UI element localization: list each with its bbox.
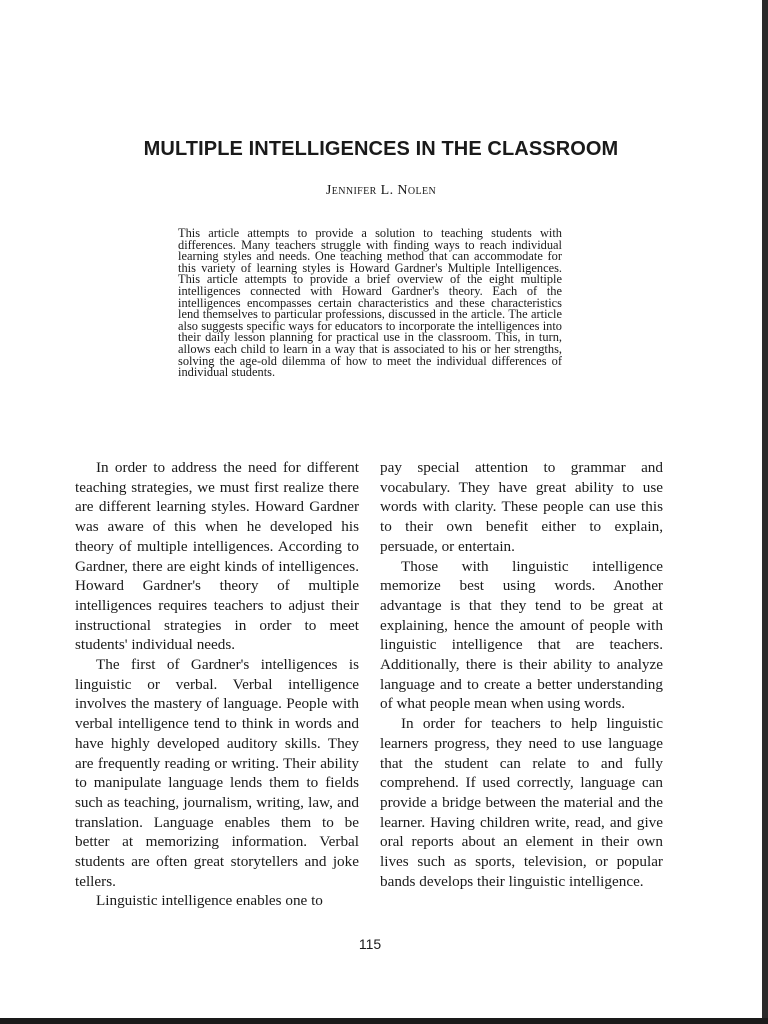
- article-title: MULTIPLE INTELLIGENCES IN THE CLASSROOM: [143, 138, 619, 160]
- body-paragraph: Linguistic intelligence enables one to: [96, 892, 323, 910]
- body-column-right: [380, 458, 663, 891]
- body-paragraph: The first of Gardner's intelligences is linguistic or verbal. Verbal intelligence involves the mastery of language. People with verbal intelligence tend to think in words and have highly developed auditory skills. They are frequently reading or writing. Their ability to manipulate language lends them to fields such as teaching, journalism, writing, law, and translation. Language enables them to be better at memorizing information. Verbal students are often great storytellers and joke tellers.: [75, 656, 359, 890]
- scan-border-right: [762, 0, 768, 1024]
- body-paragraph: In order to address the need for different teaching strategies, we must first realize there are different learning styles. Howard Gardner was aware of this when he developed his theory of multiple intelligences. According to Gardner, there are eight kinds of intelligences. Howard Gardner's theory of multiple intelligences requires teachers to adjust their instructional strategies in order to meet students' individual needs.: [75, 459, 359, 654]
- scan-border-bottom: [0, 1018, 768, 1024]
- abstract: This article attempts to provide a solution to teaching students with differences. Many teachers struggle with finding ways to reach individual learning styles and needs. One teaching method that can accommodate for this variety of learning styles is Howard Gardner's Multiple Intelligences. This article attempts to provide a brief overview of the eight multiple intelligences connected with Howard Gardner's theory. Each of the intelligences encompasses certain characteristics and these characteristics lend themselves to particular professions, discussed in the article. The article also suggests specific ways for educators to incorporate the intelligences into their daily lesson planning for practical use in the classroom. This, in turn, allows each child to learn in a way that is associated to his or her strengths, solving the age-old dilemma of how to meet the individual differences of individual students.: [178, 226, 562, 380]
- body-paragraph: Those with linguistic intelligence memorize best using words. Another advantage is that they tend to be great at explaining, hence the amount of people with linguistic intelligence that are teachers. Additionally, there is their ability to analyze language and to create a better understanding of what people mean when using words.: [380, 557, 663, 713]
- page-number: 115: [358, 936, 382, 952]
- body-column-left: [75, 458, 359, 911]
- body-paragraph: pay special attention to grammar and vocabulary. They have great ability to use words with clarity. These people can use this to their own benefit either to explain, persuade, or entertain.: [380, 459, 663, 555]
- author-name: Jennifer L. Nolen: [325, 183, 437, 198]
- body-paragraph: In order for teachers to help linguistic learners progress, they need to use language that the student can relate to and fully comprehend. If used correctly, language can provide a bridge between the material and the learner. Having children write, read, and give oral reports about an element in their own lives such as sports, television, or popular bands develops their linguistic intelligence.: [380, 715, 663, 890]
